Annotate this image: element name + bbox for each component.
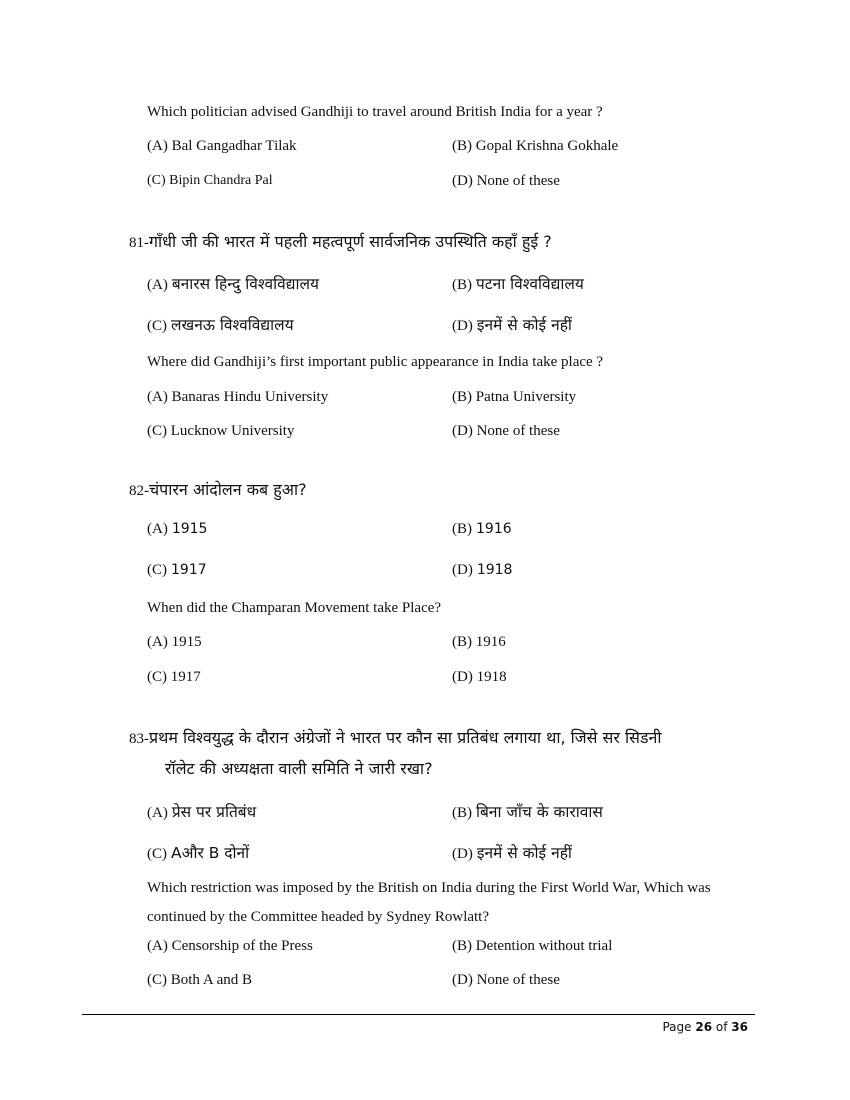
q83-option-c: (C) Both A and B (147, 972, 253, 988)
option-label: (A) (147, 277, 168, 293)
option-text: बिना जाँच के कारावास (476, 803, 603, 821)
option-text: प्रेस पर प्रतिबंध (171, 803, 257, 821)
option-label: (C) (147, 318, 167, 334)
q82-hindi-option-a (147, 520, 207, 538)
q81-option-c: (C) Lucknow University (147, 423, 295, 439)
option-label: (D) (452, 562, 473, 578)
page-word: Page (662, 1020, 692, 1034)
q83-english-question-line2: continued by the Committee headed by Sydney Rowlatt? (147, 909, 490, 925)
option-text: 1916 (476, 521, 512, 537)
q81-hindi-text: गाँधी जी की भारत में पहली महत्वपूर्ण सार्वजनिक उपस्थिति कहाँ हुई ? (149, 232, 552, 251)
q83-english-question-line1: Which restriction was imposed by the British on India during the First World War, Which was (147, 880, 711, 896)
option-text: बनारस हिन्दु विश्वविद्यालय (171, 275, 319, 293)
option-text: इनमें से कोई नहीं (476, 316, 572, 334)
q82-hindi-option-d (452, 561, 512, 579)
q82-english-question: When did the Champaran Movement take Place? (147, 600, 442, 616)
q82-hindi-question (129, 478, 307, 500)
option-label: (B) (452, 805, 472, 821)
q82-hindi-option-b (452, 520, 512, 538)
option-text: Aऔर B दोनों (171, 844, 250, 862)
q80-option-a: (A) Bal Gangadhar Tilak (147, 138, 297, 154)
q81-hindi-option-d (452, 313, 572, 335)
q83-hindi-option-b (452, 800, 603, 822)
q80-option-d: (D) None of these (452, 173, 560, 189)
option-text: 1917 (171, 562, 207, 578)
q80-english-question: Which politician advised Gandhiji to travel around British India for a year ? (147, 104, 603, 120)
option-label: (B) (452, 521, 472, 537)
q82-option-b: (B) 1916 (452, 634, 506, 650)
q81-english-question: Where did Gandhiji’s first important public appearance in India take place ? (147, 354, 604, 370)
q80-option-b: (B) Gopal Krishna Gokhale (452, 138, 619, 154)
q81-number: 81- (129, 235, 149, 251)
total-pages: 36 (731, 1020, 748, 1034)
q82-hindi-text: चंपारन आंदोलन कब हुआ? (149, 480, 307, 499)
current-page: 26 (695, 1020, 713, 1034)
page-number (662, 1020, 748, 1034)
option-label: (C) (147, 846, 167, 862)
q82-number: 82- (129, 483, 149, 499)
option-text: 1918 (476, 562, 513, 578)
option-label: (C) (147, 562, 167, 578)
q83-hindi-option-d (452, 841, 572, 863)
option-text: इनमें से कोई नहीं (476, 844, 572, 862)
q81-hindi-option-a (147, 272, 319, 294)
option-text: पटना विश्वविद्यालय (476, 275, 584, 293)
option-text: 1915 (171, 521, 208, 537)
q83-hindi-option-c (147, 841, 249, 863)
of-word: of (715, 1020, 728, 1034)
q81-hindi-question (129, 230, 552, 252)
footer-divider (82, 1014, 755, 1015)
q81-option-b: (B) Patna University (452, 389, 577, 405)
option-label: (A) (147, 521, 168, 537)
option-label: (B) (452, 277, 472, 293)
q83-hindi-text-line1: प्रथम विश्वयुद्ध के दौरान अंग्रेजों ने भारत पर कौन सा प्रतिबंध लगाया था, जिसे सर सिडनी (149, 728, 662, 747)
q81-option-a: (A) Banaras Hindu University (147, 389, 329, 405)
q83-hindi-option-a (147, 800, 256, 822)
q82-option-c: (C) 1917 (147, 669, 201, 685)
q83-option-a: (A) Censorship of the Press (147, 938, 313, 954)
option-label: (D) (452, 846, 473, 862)
q83-hindi-question-line2: रॉलेट की अध्यक्षता वाली समिति ने जारी रखा? (165, 759, 433, 778)
q81-option-d: (D) None of these (452, 423, 560, 439)
q82-option-d: (D) 1918 (452, 669, 507, 685)
option-label: (A) (147, 805, 168, 821)
option-label: (D) (452, 318, 473, 334)
q83-number: 83- (129, 731, 149, 747)
q81-hindi-option-c (147, 313, 294, 335)
q82-hindi-option-c (147, 561, 207, 579)
option-text: लखनऊ विश्वविद्यालय (171, 316, 294, 334)
q81-hindi-option-b (452, 272, 584, 294)
q82-option-a: (A) 1915 (147, 634, 202, 650)
q83-option-b: (B) Detention without trial (452, 938, 613, 954)
q83-hindi-question-line1 (129, 726, 662, 748)
q83-option-d: (D) None of these (452, 972, 560, 988)
q80-option-c: (C) Bipin Chandra Pal (147, 173, 273, 188)
